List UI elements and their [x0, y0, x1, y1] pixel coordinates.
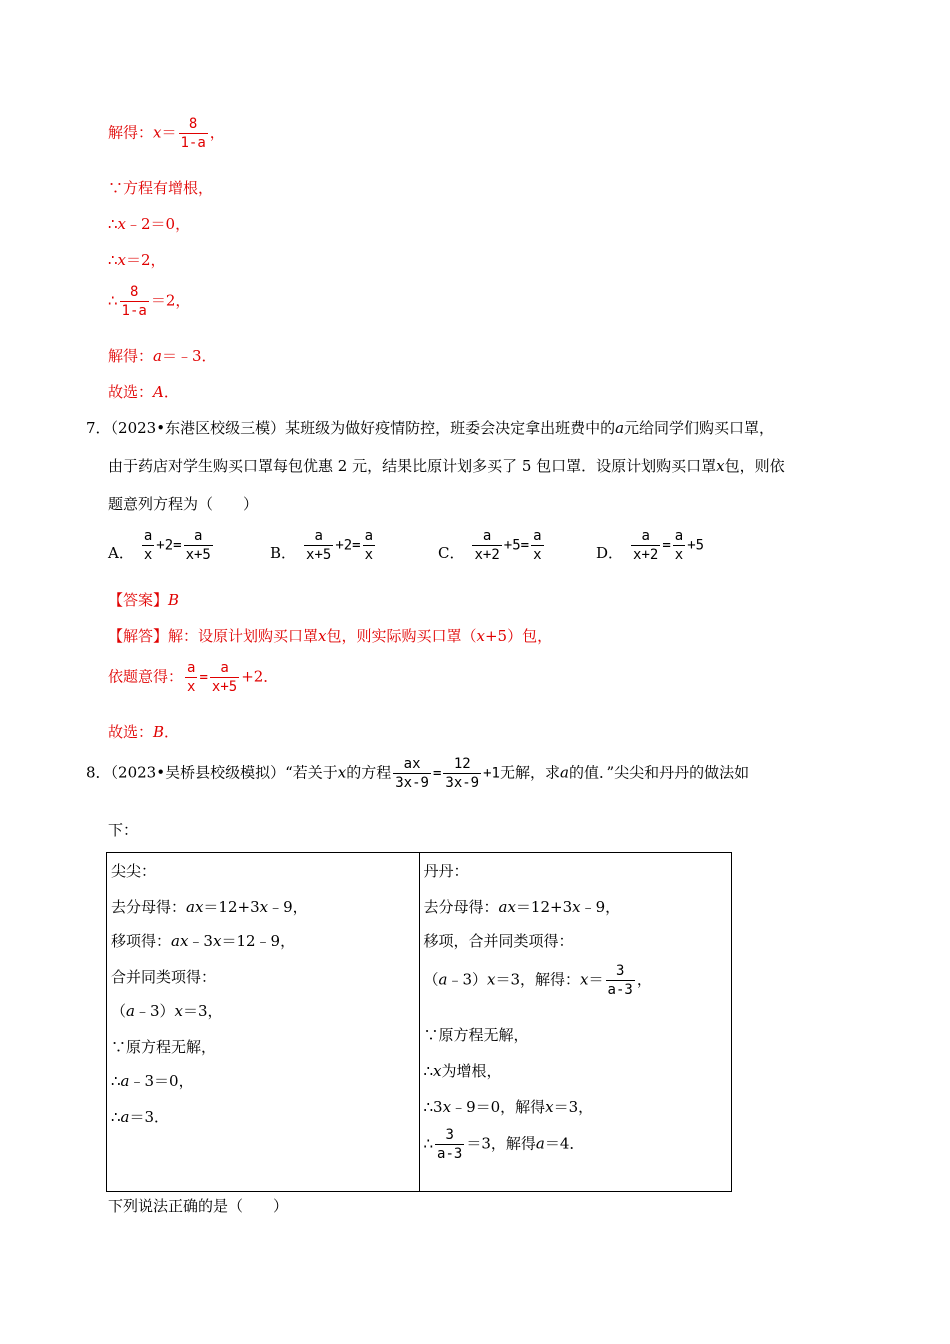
denominator: x — [187, 679, 196, 695]
var: x — [318, 627, 327, 645]
text: ， — [636, 970, 652, 989]
therefore: ∴ — [108, 251, 118, 269]
rest: ＝2， — [150, 291, 191, 310]
q7-line2 — [108, 456, 785, 476]
var: x — [476, 627, 485, 645]
var: x — [212, 932, 222, 950]
question-source: （2023•吴桥县校级模拟） — [110, 763, 286, 782]
cell-title: 尖尖： — [111, 862, 157, 880]
step: ∵原方程无解， — [111, 1038, 217, 1056]
question-source: （2023•东港区校级三模） — [110, 419, 286, 437]
numerator: 12 — [443, 756, 481, 774]
solution-comparison-table — [106, 852, 732, 1192]
punct: ， — [209, 123, 225, 142]
denominator: 1-a — [121, 303, 147, 319]
fraction — [363, 528, 375, 563]
question-number: 8． — [86, 763, 111, 782]
var: x — [487, 970, 496, 989]
numerator: a — [143, 528, 153, 544]
operator: = — [432, 765, 442, 782]
operator: = — [662, 537, 671, 554]
q7-choose — [108, 722, 179, 742]
text: 包，则依 — [724, 457, 785, 475]
step — [111, 1071, 194, 1091]
option-label: D． — [596, 544, 624, 562]
numerator: a — [210, 660, 239, 678]
rest: ﹣2＝0， — [126, 215, 191, 233]
text: ＝12+3 — [515, 898, 573, 916]
text: ∴ — [111, 1108, 121, 1126]
fraction — [185, 660, 197, 695]
rest: ＝﹣3． — [161, 347, 217, 365]
text: ∴ — [423, 1134, 434, 1153]
text: ＝3， — [553, 1098, 594, 1116]
option-b[interactable] — [270, 528, 377, 563]
denominator: a-3 — [607, 982, 633, 998]
q8-line2: 下： — [108, 821, 139, 839]
var: x — [259, 898, 269, 916]
text: ﹣9， — [268, 898, 308, 916]
var: x — [545, 1098, 554, 1116]
step — [111, 931, 295, 951]
text: 移项得： — [111, 932, 172, 950]
q7-line3: 题意列方程为（ ） — [108, 495, 259, 513]
var: ax — [171, 932, 189, 950]
denominator: x+5 — [211, 679, 238, 695]
text: ＝3，解得： — [495, 970, 581, 989]
var: a — [153, 347, 162, 365]
text: ＝3， — [182, 1002, 223, 1020]
label: 解得： — [108, 347, 154, 365]
q7-analysis — [108, 626, 552, 646]
var: a — [120, 1108, 130, 1126]
text: +5）包， — [484, 627, 553, 645]
option-label: C． — [438, 544, 465, 562]
var: x — [572, 898, 581, 916]
plus-one: +1 — [483, 765, 500, 782]
tail: +2． — [241, 667, 279, 686]
var: x — [174, 1002, 183, 1020]
step: ∵原方程无解， — [423, 1026, 529, 1044]
text: 某班级为做好疫情防控，班委会决定拿出班费中的 — [285, 419, 616, 437]
text: ∴3 — [423, 1098, 443, 1116]
punct: ． — [164, 723, 180, 741]
denominator: x+5 — [185, 547, 211, 563]
numerator: 8 — [179, 116, 208, 134]
q7-answer — [108, 590, 179, 610]
fraction — [304, 528, 333, 563]
fraction — [673, 528, 685, 563]
answer-value: B — [168, 591, 180, 609]
label: 依题意得： — [108, 667, 184, 686]
dandan-cell — [419, 853, 732, 1192]
text: （ — [423, 970, 439, 989]
text: 的值．”尖尖和丹丹的做法如 — [568, 763, 750, 782]
var: a — [535, 1134, 545, 1153]
text: ＝12﹣9， — [221, 932, 296, 950]
var: x — [442, 1098, 452, 1116]
answer: B — [153, 723, 165, 741]
text: ﹣3＝0， — [129, 1072, 194, 1090]
fraction — [443, 756, 481, 791]
denominator: a-3 — [437, 1146, 463, 1162]
analysis-label: 【解答】 — [108, 627, 169, 645]
text: ∴ — [423, 1062, 434, 1080]
numerator: 8 — [120, 284, 149, 302]
therefore: ∴ — [108, 291, 118, 310]
var: a — [559, 763, 569, 782]
numerator: a — [187, 660, 196, 676]
label: 故选： — [108, 723, 154, 741]
operator: +5= — [503, 537, 530, 554]
label: 解得： — [108, 123, 154, 142]
var: a — [615, 419, 625, 437]
eq: ＝ — [161, 123, 177, 142]
denominator: x — [143, 547, 153, 563]
denominator: x+2 — [474, 547, 500, 563]
text: “若关于 — [285, 763, 338, 782]
text: ＝ — [588, 970, 604, 989]
text: ﹣3 — [188, 932, 213, 950]
jianjian-cell — [107, 853, 420, 1192]
fraction — [531, 528, 543, 563]
numerator: a — [304, 528, 333, 546]
numerator: a — [472, 528, 501, 546]
numerator: a — [184, 528, 213, 546]
fraction — [210, 660, 239, 695]
question-number: 7． — [86, 419, 111, 437]
var: x — [433, 1062, 442, 1080]
numerator: ax — [393, 756, 431, 774]
step — [111, 1001, 223, 1021]
var: x — [117, 215, 127, 233]
text: ﹣9， — [580, 898, 621, 916]
step: 合并同类项得： — [111, 968, 217, 986]
option-a[interactable] — [108, 528, 215, 563]
var: x — [337, 763, 347, 782]
var: x — [117, 251, 127, 269]
text: 无解，求 — [499, 763, 560, 782]
text: 由于药店对学生购买口罩每包优惠 2 元，结果比原计划多买了 5 包口罩．设原计划购买口罩 — [108, 457, 717, 475]
fraction — [142, 528, 154, 563]
text: ＝4． — [544, 1134, 585, 1153]
numerator: 3 — [435, 1127, 464, 1145]
solution6-line3 — [108, 214, 190, 234]
denominator: x — [364, 547, 374, 563]
text: 解：设原计划购买口罩 — [168, 627, 319, 645]
text: 的方程 — [346, 763, 392, 782]
fraction — [120, 284, 149, 319]
text: （ — [111, 1002, 127, 1020]
fraction — [472, 528, 501, 563]
fraction — [631, 528, 660, 563]
denominator: x+5 — [306, 547, 332, 563]
text: ＝3，解得 — [466, 1134, 536, 1153]
text: 元给同学们购买口罩， — [624, 419, 775, 437]
step — [424, 1061, 502, 1081]
text: ﹣3） — [134, 1002, 175, 1020]
operator: = — [199, 669, 208, 686]
step — [111, 897, 308, 917]
var: a — [120, 1072, 130, 1090]
text: ＝3． — [129, 1108, 170, 1126]
option-label: A． — [108, 544, 134, 562]
numerator: a — [364, 528, 374, 544]
operator: +2= — [335, 537, 361, 554]
answer-label: 【答案】 — [108, 591, 169, 609]
cell-title: 丹丹： — [423, 862, 469, 880]
var: ax — [498, 898, 516, 916]
denominator: 3x-9 — [445, 775, 480, 791]
option-d[interactable] — [596, 528, 704, 563]
denominator: 1-a — [180, 135, 206, 151]
fraction — [184, 528, 213, 563]
step: 移项，合并同类项得： — [423, 932, 574, 950]
step — [424, 897, 621, 917]
denominator: x+2 — [633, 547, 659, 563]
text: 去分母得： — [111, 898, 187, 916]
text: ﹣3） — [447, 970, 488, 989]
punct: ． — [163, 383, 179, 401]
numerator: 3 — [606, 963, 635, 981]
solution6-line6 — [108, 346, 217, 366]
step — [424, 1127, 585, 1162]
option-c[interactable] — [438, 528, 546, 563]
q7-line1 — [86, 418, 774, 438]
fraction — [606, 963, 635, 998]
step — [111, 1107, 169, 1127]
var: ax — [186, 898, 204, 916]
solution6-line1 — [108, 116, 225, 151]
therefore: ∴ — [108, 215, 118, 233]
var: x — [580, 970, 589, 989]
denominator: 3x-9 — [395, 775, 429, 791]
step — [424, 963, 652, 998]
rest: ＝2， — [126, 251, 166, 269]
var: x — [153, 123, 162, 142]
numerator: a — [631, 528, 660, 546]
tail: +5 — [687, 537, 705, 554]
denominator: x — [533, 547, 542, 563]
numerator: a — [674, 528, 684, 544]
text: 去分母得： — [423, 898, 499, 916]
label: 故选： — [108, 383, 154, 401]
q7-equation — [108, 660, 278, 695]
text: 为增根， — [441, 1062, 502, 1080]
text: ＝12+3 — [203, 898, 260, 916]
solution6-line4 — [108, 250, 166, 270]
option-label: B． — [270, 544, 297, 562]
fraction — [179, 116, 208, 151]
numerator: a — [533, 528, 542, 544]
fraction — [435, 1127, 464, 1162]
var: x — [716, 457, 725, 475]
var: a — [438, 970, 448, 989]
text: ∴ — [111, 1072, 121, 1090]
solution6-line5 — [108, 284, 190, 319]
solution6-line7 — [108, 382, 179, 402]
answer: A — [153, 383, 164, 401]
text: 包，则实际购买口罩（ — [326, 627, 477, 645]
var: a — [126, 1002, 135, 1020]
solution6-line2: ∵方程有增根， — [108, 179, 214, 197]
denominator: x — [674, 547, 684, 563]
text: ﹣9＝0，解得 — [451, 1098, 546, 1116]
fraction — [393, 756, 431, 791]
step — [424, 1097, 594, 1117]
operator: +2= — [156, 537, 182, 554]
q8-line1 — [86, 756, 749, 791]
q8-footer: 下列说法正确的是（ ） — [108, 1197, 289, 1215]
